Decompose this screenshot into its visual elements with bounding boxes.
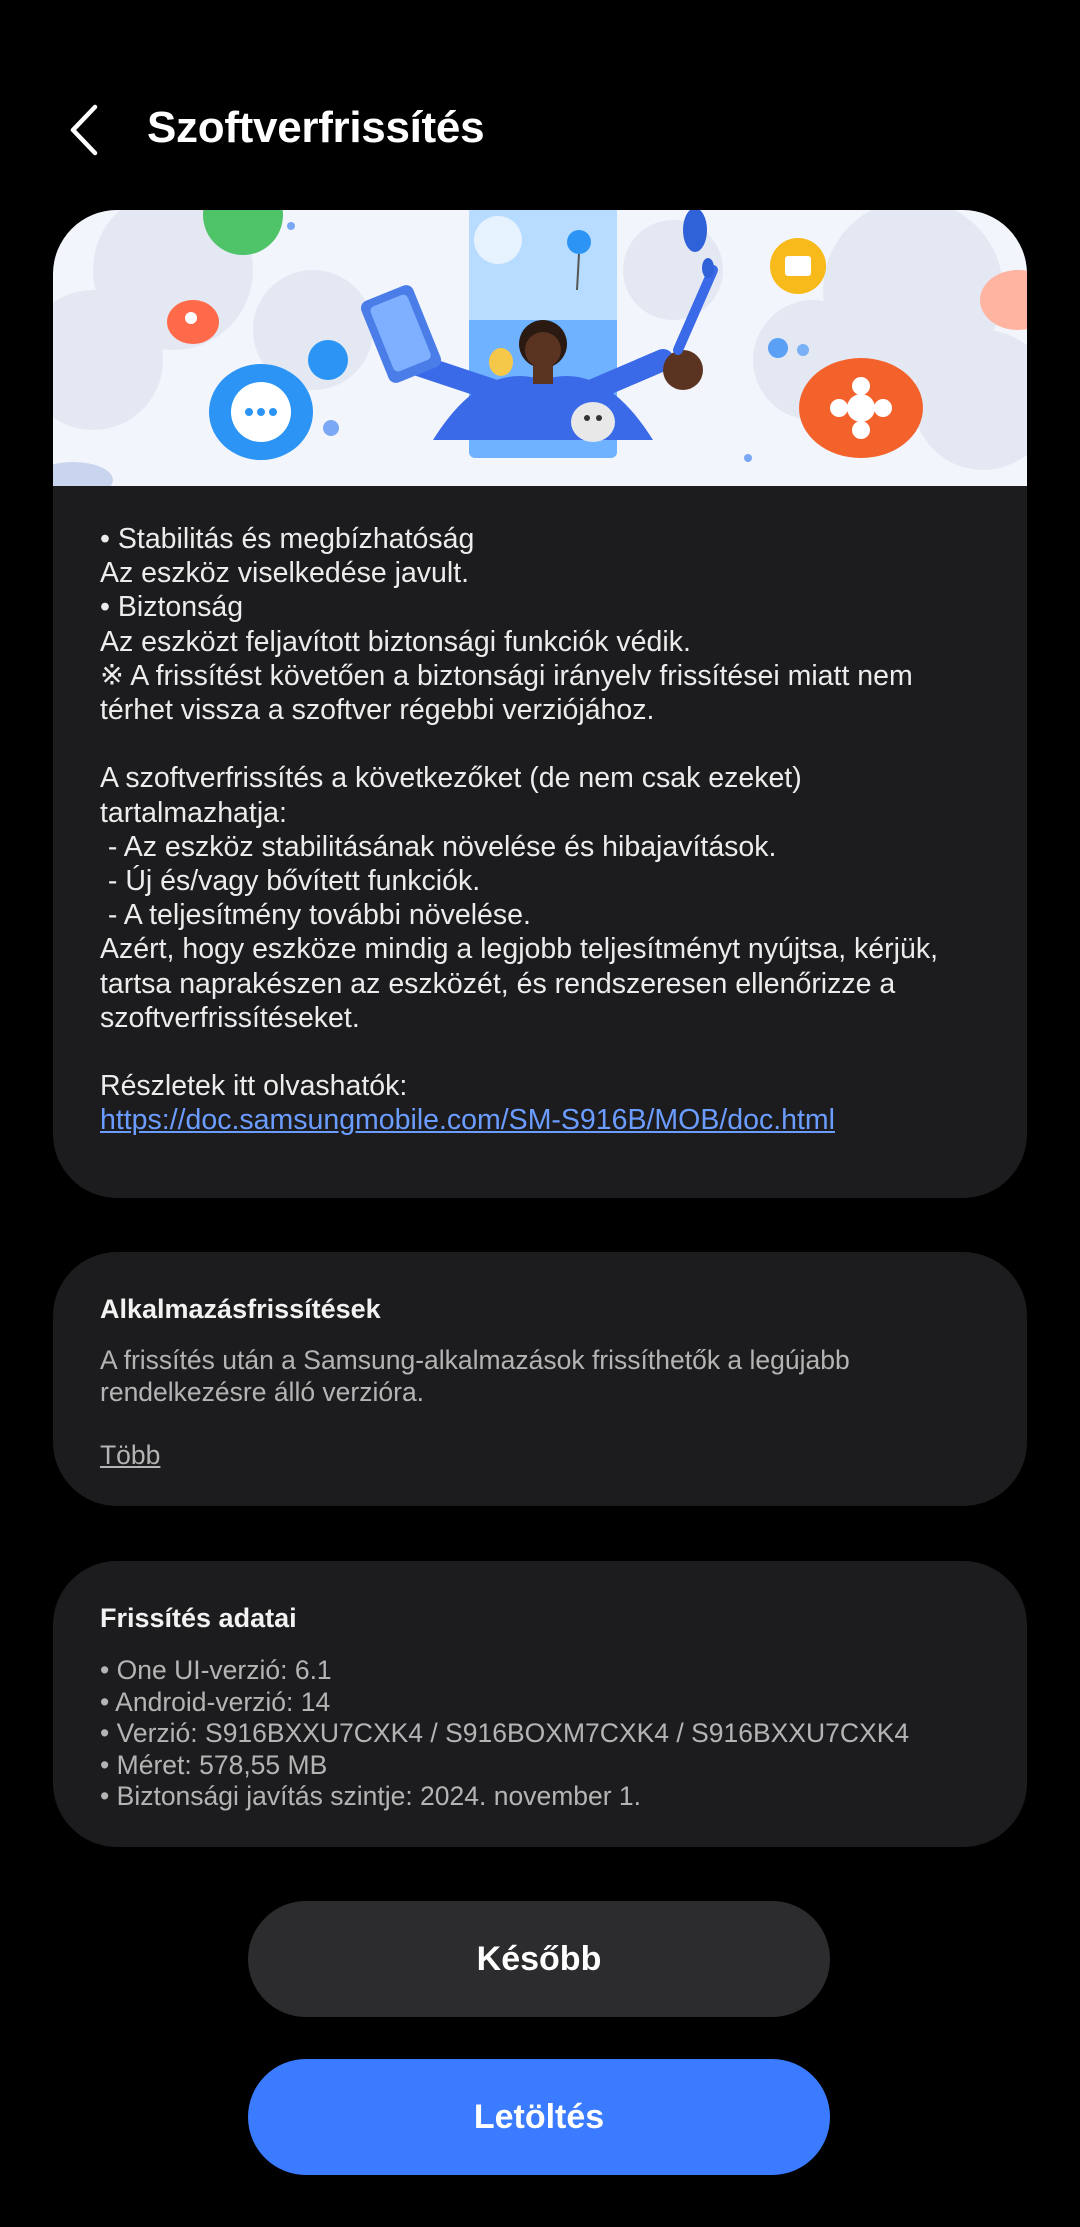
more-link[interactable]: Több	[100, 1440, 161, 1470]
note-line: térhet vissza a szoftver régebbi verziójához.	[100, 694, 655, 727]
info-item-android: • Android-verzió: 14	[100, 1686, 331, 1717]
note-line	[100, 1035, 990, 1069]
chevron-left-icon	[67, 103, 101, 157]
download-button[interactable]: Letöltés	[248, 2059, 830, 2175]
info-item-version: • Verzió: S916BXXU7CXK4 / S916BOXM7CXK4 / S916BXXU7CXK4	[100, 1718, 910, 1748]
page-title: Szoftverfrissítés	[147, 103, 485, 152]
note-line: Részletek itt olvashatók:	[100, 1070, 408, 1103]
release-notes	[100, 522, 990, 1138]
note-line: A szoftverfrissítés a következőket (de nem csak ezeket)	[100, 762, 802, 795]
header	[0, 80, 1080, 176]
app-updates-description: A frissítés után a Samsung-alkalmazások frissíthetők a legújabb rendelkezésre álló verzióra.	[100, 1345, 850, 1407]
note-line: • Biztonság	[100, 591, 244, 624]
note-line: • Stabilitás és megbízhatóság	[100, 523, 475, 555]
update-info-title: Frissítés adatai	[100, 1603, 297, 1633]
back-button[interactable]	[52, 98, 116, 162]
details-link[interactable]: https://doc.samsungmobile.com/SM-S916B/MOB/doc.html	[100, 1104, 835, 1137]
update-info-card	[53, 1561, 1027, 1847]
note-line: ※ A frissítést követően a biztonsági irányelv frissítései miatt nem	[100, 659, 913, 692]
app-updates-title: Alkalmazásfrissítések	[100, 1294, 381, 1324]
note-line: szoftverfrissítéseket.	[100, 1001, 360, 1034]
info-item-security-patch: • Biztonsági javítás szintje: 2024. november 1.	[100, 1781, 642, 1811]
update-illustration	[53, 210, 1027, 486]
note-line	[100, 727, 990, 761]
note-line: tartalmazhatja:	[100, 796, 287, 829]
note-line: - Új és/vagy bővített funkciók.	[100, 865, 481, 898]
release-notes-card	[53, 210, 1027, 1198]
later-button[interactable]: Később	[248, 1901, 830, 2017]
info-item-size: • Méret: 578,55 MB	[100, 1749, 328, 1780]
info-item-one-ui: • One UI-verzió: 6.1	[100, 1655, 332, 1685]
note-line: tartsa naprakészen az eszközét, és rendszeresen ellenőrizze a	[100, 967, 896, 1000]
note-line: Azért, hogy eszköze mindig a legjobb teljesítményt nyújtsa, kérjük,	[100, 933, 938, 966]
update-info-list	[100, 1655, 1000, 1813]
note-line: Az eszközt feljavított biztonsági funkciók védik.	[100, 625, 691, 658]
note-line: - Az eszköz stabilitásának növelése és hibajavítások.	[100, 830, 777, 863]
note-line: - A teljesítmény további növelése.	[100, 899, 531, 932]
app-updates-card	[53, 1252, 1027, 1506]
note-line: Az eszköz viselkedése javult.	[100, 557, 470, 590]
